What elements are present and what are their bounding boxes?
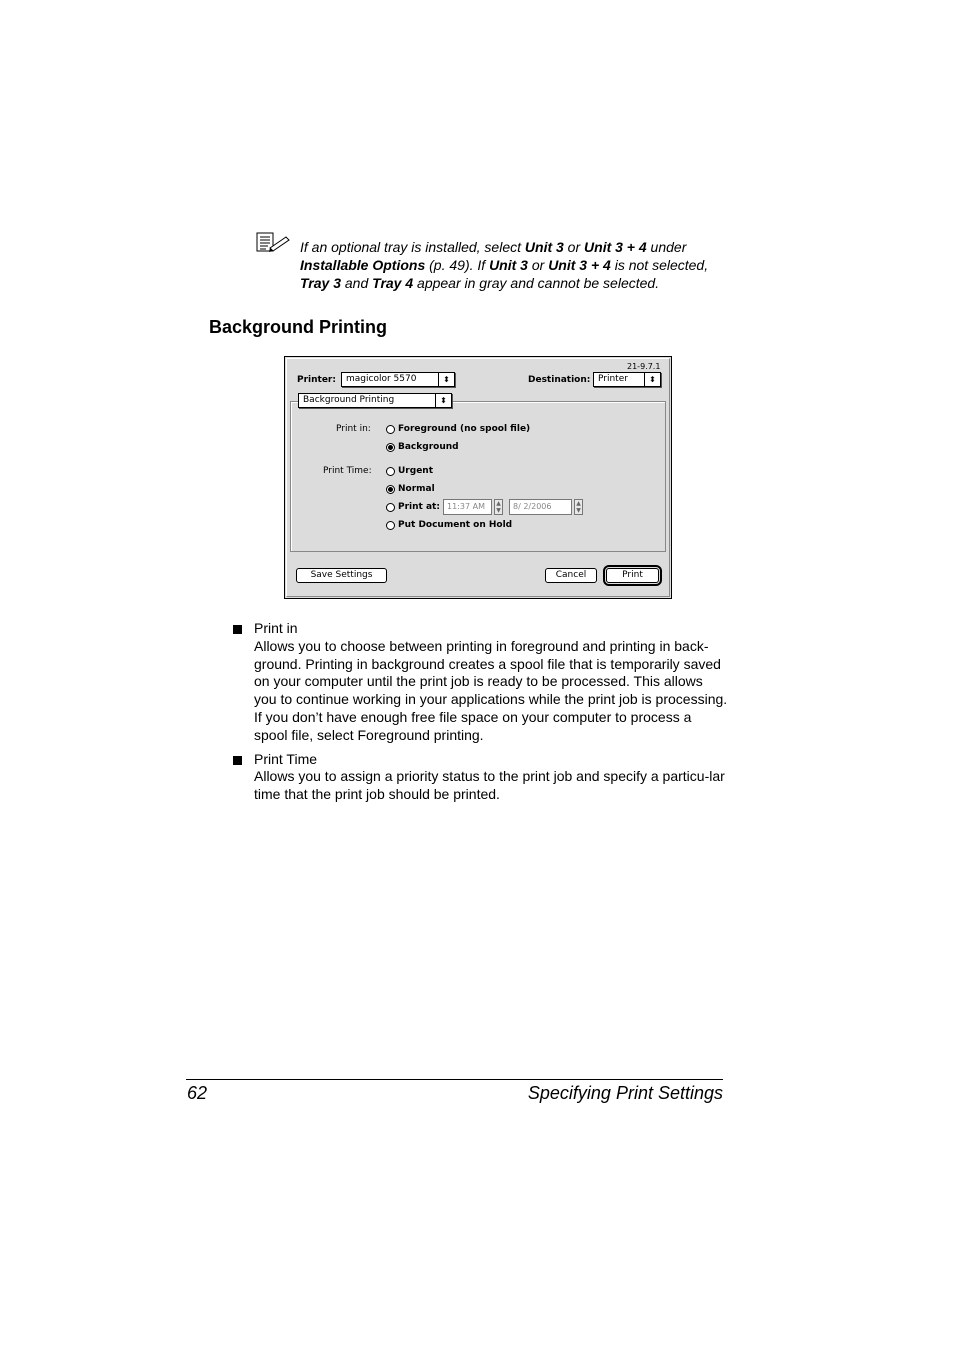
urgent-option[interactable]	[386, 466, 433, 476]
panel-popup[interactable]	[298, 393, 452, 408]
note-emphasis: Installable Options	[300, 257, 426, 273]
square-bullet-icon	[233, 756, 242, 765]
background-option[interactable]	[386, 442, 459, 452]
hold-label: Put Document on Hold	[398, 520, 513, 530]
printer-popup[interactable]	[341, 372, 455, 387]
note-emphasis: Tray 3	[300, 275, 341, 291]
updown-arrow-icon: ⬍	[435, 394, 451, 407]
bullet-list	[233, 620, 728, 810]
background-label: Background	[398, 442, 459, 452]
updown-arrow-icon: ⬍	[438, 373, 454, 386]
footer-rule	[186, 1079, 723, 1080]
note-emphasis: Unit 3 + 4	[584, 239, 647, 255]
normal-option[interactable]	[386, 484, 435, 494]
note-emphasis: Unit 3	[524, 239, 564, 255]
cancel-button[interactable]: Cancel	[545, 568, 597, 583]
radio-print-at[interactable]	[386, 503, 395, 512]
radio-normal[interactable]	[386, 485, 395, 494]
destination-label: Destination:	[528, 375, 591, 385]
foreground-label: Foreground (no spool file)	[398, 424, 531, 434]
print-in-label: Print in:	[336, 424, 371, 434]
chapter-title: Specifying Print Settings	[527, 1083, 723, 1103]
bullet-item	[233, 620, 728, 745]
destination-popup[interactable]	[593, 372, 661, 387]
print-time-label: Print Time:	[323, 466, 372, 476]
bullet-body: Allows you to choose between printing in foreground and printing in back-ground. Printing in background creates a spool file that is temporarily saved on your computer until the print job is ready to be processed. This allows you to continue working in your applications while the print job is processing. If you don’t have enough free file space on your computer to process a spool file, select Foreground printing.	[254, 637, 728, 743]
print-at-option[interactable]	[386, 502, 440, 512]
radio-foreground[interactable]	[386, 425, 395, 434]
note-run: appear in gray and cannot be selected.	[413, 275, 660, 291]
note-text	[300, 238, 730, 292]
time-stepper[interactable]: ▲ ▼	[494, 499, 503, 515]
note-run: or	[527, 257, 549, 273]
radio-urgent[interactable]	[386, 467, 395, 476]
date-stepper[interactable]: ▲ ▼	[574, 499, 583, 515]
bullet-body: Allows you to assign a priority status to the print job and specify a particu-lar time that the print job should be printed.	[254, 768, 725, 803]
printer-value: magicolor 5570	[346, 374, 417, 384]
note-emphasis: Tray 4	[372, 275, 414, 291]
panel-value: Background Printing	[303, 395, 395, 405]
square-bullet-icon	[233, 625, 242, 634]
bullet-title: Print Time	[254, 750, 318, 767]
print-button[interactable]: Print	[606, 568, 659, 583]
hold-option[interactable]	[386, 520, 512, 530]
print-dialog-screenshot	[284, 356, 672, 599]
note-run: and	[341, 275, 373, 291]
printer-label: Printer:	[297, 375, 336, 385]
destination-value: Printer	[598, 374, 628, 384]
radio-hold[interactable]	[386, 521, 395, 530]
bullet-title: Print in	[254, 620, 298, 636]
note-emphasis: Unit 3	[489, 257, 528, 273]
date-field[interactable]: 8/ 2/2006	[509, 499, 572, 515]
note-pencil-icon	[256, 231, 290, 253]
note-run: is not selected,	[610, 257, 709, 273]
section-heading: Background Printing	[209, 317, 388, 337]
time-field[interactable]: 11:37 AM	[443, 499, 492, 515]
normal-label: Normal	[398, 484, 435, 494]
foreground-option[interactable]	[386, 424, 530, 434]
note-run: under	[646, 239, 687, 255]
note-run: (p. 49). If	[425, 257, 490, 273]
note-run: or	[563, 239, 585, 255]
bullet-item	[233, 751, 728, 804]
note-emphasis: Unit 3 + 4	[548, 257, 611, 273]
page-number: 62	[187, 1083, 208, 1103]
save-settings-button[interactable]: Save Settings	[296, 568, 387, 583]
radio-background[interactable]	[386, 443, 395, 452]
print-at-label: Print at:	[398, 502, 440, 512]
note-run: If an optional tray is installed, select	[300, 239, 525, 255]
version-label: 21-9.7.1	[627, 362, 661, 371]
updown-arrow-icon: ⬍	[644, 373, 660, 386]
urgent-label: Urgent	[398, 466, 434, 476]
